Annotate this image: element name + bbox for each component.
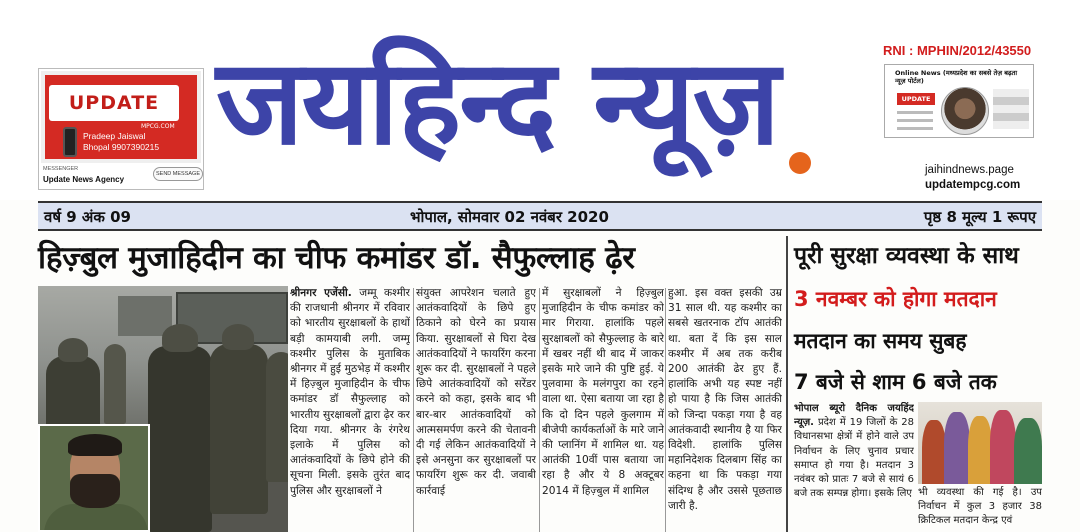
article-column-1	[290, 286, 410, 532]
rni-number: RNI : MPHIN/2012/43550	[883, 43, 1032, 58]
side-headline-4: 7 बजे से शाम 6 बजे तक	[794, 370, 997, 394]
commander-portrait	[38, 424, 150, 532]
ad-person	[83, 131, 159, 153]
portrait-body	[44, 504, 148, 532]
newspaper-logo	[216, 22, 856, 192]
update-news-agency-ad[interactable]	[38, 68, 204, 190]
ad-messenger-label: MESSENGER	[43, 166, 79, 172]
photo-voter	[944, 412, 970, 484]
article-text: में सुरक्षाबलों ने हिज़्बुल मुजाहिदीन के चीफ कमांडर को मार गिराया. हालांकि पहले सुरक्षाबलों को सैफुल्लाह के बारे में खबर नहीं थी बाद में जाकर इसके मारे जाने की पुष्टि हुई. ये पुलवामा के मलंगपुरा का रहने वाला था. ऐसा बताया जा रहा है कि दो दिन पहले कुलगाम में बीजेपी कार्यकर्ताओं के मारे जाने की प्लानिंग में शामिल था. यह आतंकी 10वीं पास बताया जा रहा है और ये 8 अक्टूबर 2014 में हिज़्बुल में शामिल	[542, 287, 664, 497]
photo-voter	[990, 410, 1016, 484]
photo-helmet	[162, 324, 198, 352]
column-divider	[786, 236, 788, 532]
page-price: पृष्ठ 8 मूल्य 1 रूपए	[923, 208, 1036, 226]
side-headline-2: 3 नवम्बर को होगा मतदान	[794, 287, 997, 311]
logo-dot-icon	[789, 152, 811, 174]
website-link-jaihind[interactable]: jaihindnews.page	[925, 164, 1014, 176]
article-text: संयुक्त आपरेशन चलाते हुए आतंकवादियों के छिपे हुए ठिकाने को घेरने का प्रयास किया. सुरक्षाबलों से घिरा देख आतंकवादियों ने फायरिंग करना शुरू कर दी. सुरक्षाबलों ने पहले छिपे आतंकवादियों को सरेंडर करने को कहा, इसके बाद भी बार-बार आतंकवादियों को आत्मसमर्पण करने की चेतावनी दी गई लेकिन आतंकवादियों ने इसे अनसुना कर सुरक्षाबलों पर फायरिंग शुरू कर दी. जवाबी कार्रवाई	[416, 287, 536, 497]
send-message-button[interactable]: SEND MESSAGE	[153, 167, 203, 181]
article-column-3	[542, 286, 664, 532]
portrait-hair	[68, 434, 122, 456]
masthead	[0, 0, 1080, 200]
website-link-updatempcg[interactable]: updatempcg.com	[925, 179, 1021, 191]
photo-soldier	[266, 352, 288, 482]
article-column-4	[668, 286, 782, 532]
thumb-photo	[941, 87, 989, 135]
thumb-line	[897, 127, 933, 130]
thumb-brand: UPDATE	[897, 93, 935, 105]
article-byline: श्रीनगर एजेंसी.	[290, 287, 352, 299]
photo-soldier	[148, 346, 212, 532]
article-column-2	[416, 286, 536, 532]
photo-voter	[1014, 418, 1042, 484]
portrait-beard	[70, 474, 120, 508]
article-text: जम्मू कश्मीर की राजधानी श्रीनगर में रविवार को भारतीय सुरक्षाबलों के हाथों बड़ी कामयाबी लगी. जम्मू कश्मीर पुलिस के मुताबिक श्रीनगर में हुई मुठभेड़ में कश्मीर में हिज़्बुल मुजाहिदीन के चीफ कमांडर डॉ सैफुल्लाह को भारतीय सुरक्षाबलों द्वारा ढ़ेर कर दिया गया. श्रीनगर के रंगरेथ इलाके में पुलिस को आतंकवादियों के छिपे होने की सूचना मिली. इसके तुरंत बाद पुलिस और सुरक्षाबलों ने	[290, 287, 410, 497]
online-news-thumbnail[interactable]	[884, 64, 1034, 138]
thumb-caption: Online News (मध्यप्रदेश का सबसे तेज़ बढ़ता न्यूज़ पोर्टल)	[895, 69, 1018, 85]
photo-helmet	[58, 338, 88, 362]
photo-voter	[922, 420, 946, 484]
voters-queue-photo	[918, 402, 1042, 484]
issue-date: भोपाल, सोमवार 02 नवंबर 2020	[410, 208, 609, 226]
column-rule	[539, 288, 540, 532]
phone-icon	[63, 127, 77, 157]
photo-helmet	[222, 324, 254, 350]
logo-text: जयहिन्द न्यूज़	[216, 33, 779, 171]
ad-person-contact: Bhopal 9907390215	[83, 142, 160, 152]
column-rule	[413, 288, 414, 532]
ad-brand: UPDATE	[49, 85, 179, 121]
column-rule	[665, 288, 666, 532]
side-headline-1: पूरी सुरक्षा व्यवस्था के साथ	[794, 243, 1019, 269]
article-text: हुआ. इस वक्त इसकी उम्र 31 साल थी. यह कश्मीर का सबसे खतरनाक टॉप आतंकी था. बता दें कि इस साल कश्मीर में अब तक करीब 200 आतंकी ढेर हुए हैं. हालांकि अभी यह स्पष्ट नहीं हो पाया है कि जिस आतंकी को जिन्दा पकड़ा गया है वह आतंकवादी स्थानीय है या फिर विदेशी. हालांकि पुलिस महानिदेशक दिलबाग सिंह का कहना था कि पकड़ा गया संदिग्ध है और उससे पूछताछ जारी है.	[668, 287, 782, 512]
photo-voter	[968, 416, 992, 484]
issue-number: वर्ष 9 अंक 09	[44, 208, 131, 226]
thumb-line	[897, 111, 933, 114]
dateline-bar	[38, 201, 1042, 231]
photo-soldier	[210, 344, 268, 514]
ad-site: MPCG.COM	[141, 123, 175, 130]
photo-soldier	[104, 344, 126, 424]
main-headline: हिज़्बुल मुजाहिदीन का चीफ कमांडर डॉ. सैफुल्लाह ढ़ेर	[38, 240, 635, 276]
side-article-column-1	[794, 402, 914, 532]
ad-agency-name: Update News Agency	[43, 175, 125, 184]
side-headline-3: मतदान का समय सुबह	[794, 329, 967, 353]
side-text: भी व्यवस्था की गई है। उप निर्वाचन में कुल 3 हजार 38 क्रिटिकल मतदान केन्द्र एवं	[918, 487, 1042, 527]
side-article-column-2	[918, 486, 1042, 532]
side-text: प्रदेश में 19 जिलों के 28 विधानसभा क्षेत्रों में होने वाले उप निर्वाचन के लिए चुनाव प्रचार समाप्त हो गया है। मतदान 3 नवंबर को प्रातः 7 बजे से सायं 6 बजे तक सम्पन्न होगा। इसके लिए	[794, 417, 914, 500]
thumb-columns	[993, 89, 1029, 129]
ad-person-name: Pradeep Jaiswal	[83, 131, 146, 141]
side-byline: भोपाल ब्यूरो दैनिक जयहिंद न्यूज़.	[794, 403, 914, 429]
thumb-line	[897, 119, 933, 122]
